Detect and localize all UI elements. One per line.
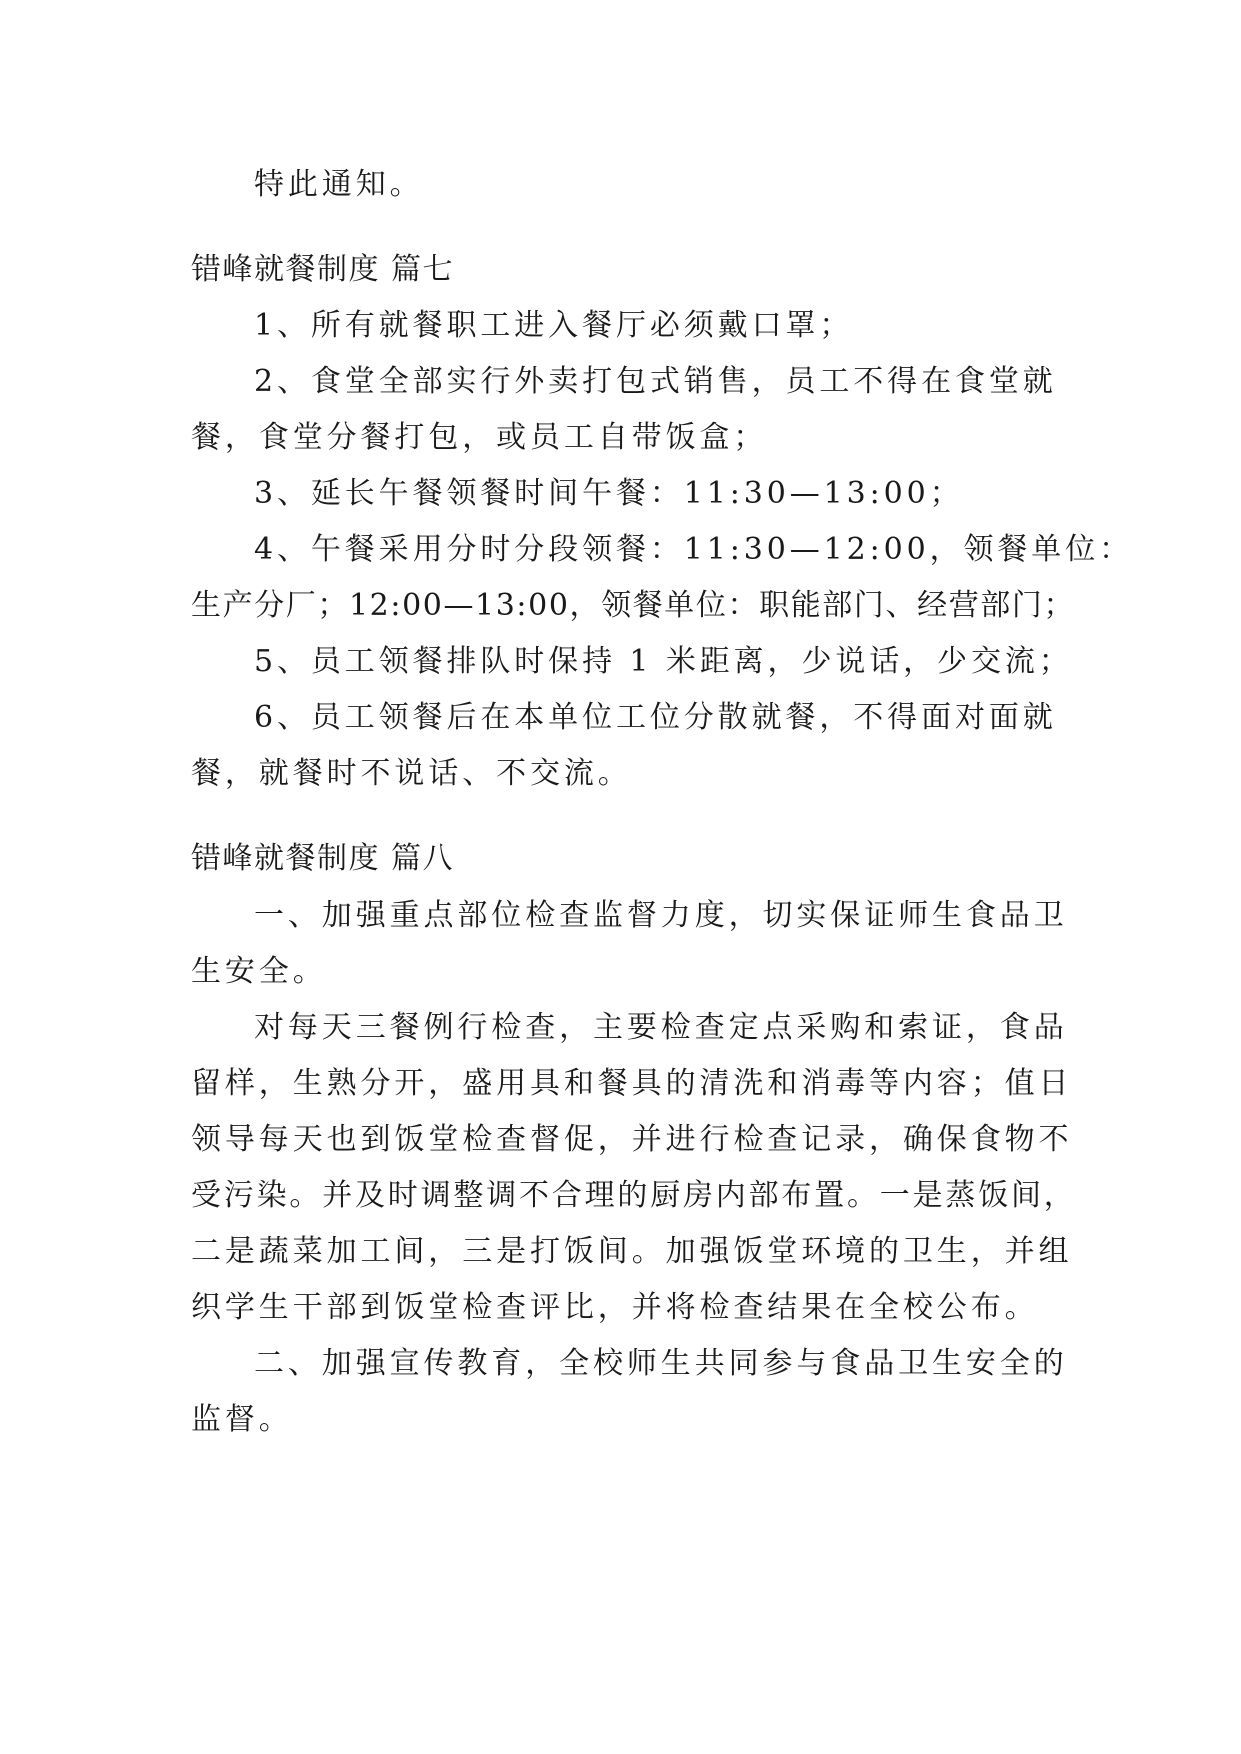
section8-line-1: 一、加强重点部位检查监督力度，切实保证师生食品卫 xyxy=(254,898,1068,933)
section7-line-7: 5、员工领餐排队时保持 1 米距离，少说话，少交流； xyxy=(254,644,1073,679)
section7-line-1: 1、所有就餐职工进入餐厅必须戴口罩； xyxy=(254,308,854,343)
section8-line-4: 留样，生熟分开，盛用具和餐具的清洗和消毒等内容；值日 xyxy=(191,1066,1073,1101)
section7-line-5: 4、午餐采用分时分段领餐：11:30—12:00，领餐单位： xyxy=(254,532,1133,567)
section8-line-7: 二是蔬菜加工间，三是打饭间。加强饭堂环境的卫生，并组 xyxy=(191,1234,1073,1269)
section7-title: 错峰就餐制度 篇七 xyxy=(191,252,455,287)
section8-line-9: 二、加强宣传教育，全校师生共同参与食品卫生安全的 xyxy=(254,1346,1068,1381)
section8-line-5: 领导每天也到饭堂检查督促，并进行检查记录，确保食物不 xyxy=(191,1122,1073,1157)
section7-line-2: 2、食堂全部实行外卖打包式销售，员工不得在食堂就 xyxy=(254,364,1057,399)
section7-line-4: 3、延长午餐领餐时间午餐：11:30—13:00； xyxy=(254,476,964,511)
section7-line-9: 餐，就餐时不说话、不交流。 xyxy=(191,756,632,791)
section7-line-8: 6、员工领餐后在本单位工位分散就餐，不得面对面就 xyxy=(254,700,1057,735)
section8-line-6: 受污染。并及时调整调不合理的厨房内部布置。一是蒸饭间， xyxy=(191,1178,1077,1213)
section8-line-8: 织学生干部到饭堂检查评比，并将检查结果在全校公布。 xyxy=(191,1290,1039,1325)
section8-line-2: 生安全。 xyxy=(191,954,327,989)
section7-line-6: 生产分厂；12:00—13:00，领餐单位：职能部门、经营部门； xyxy=(191,588,1076,623)
section7-line-3: 餐，食堂分餐打包，或员工自带饭盒； xyxy=(191,420,768,455)
section8-line-10: 监督。 xyxy=(191,1402,293,1437)
section8-title: 错峰就餐制度 篇八 xyxy=(191,841,455,876)
section8-line-3: 对每天三餐例行检查，主要检查定点采购和索证，食品 xyxy=(254,1010,1068,1045)
closing-line: 特此通知。 xyxy=(254,167,424,202)
